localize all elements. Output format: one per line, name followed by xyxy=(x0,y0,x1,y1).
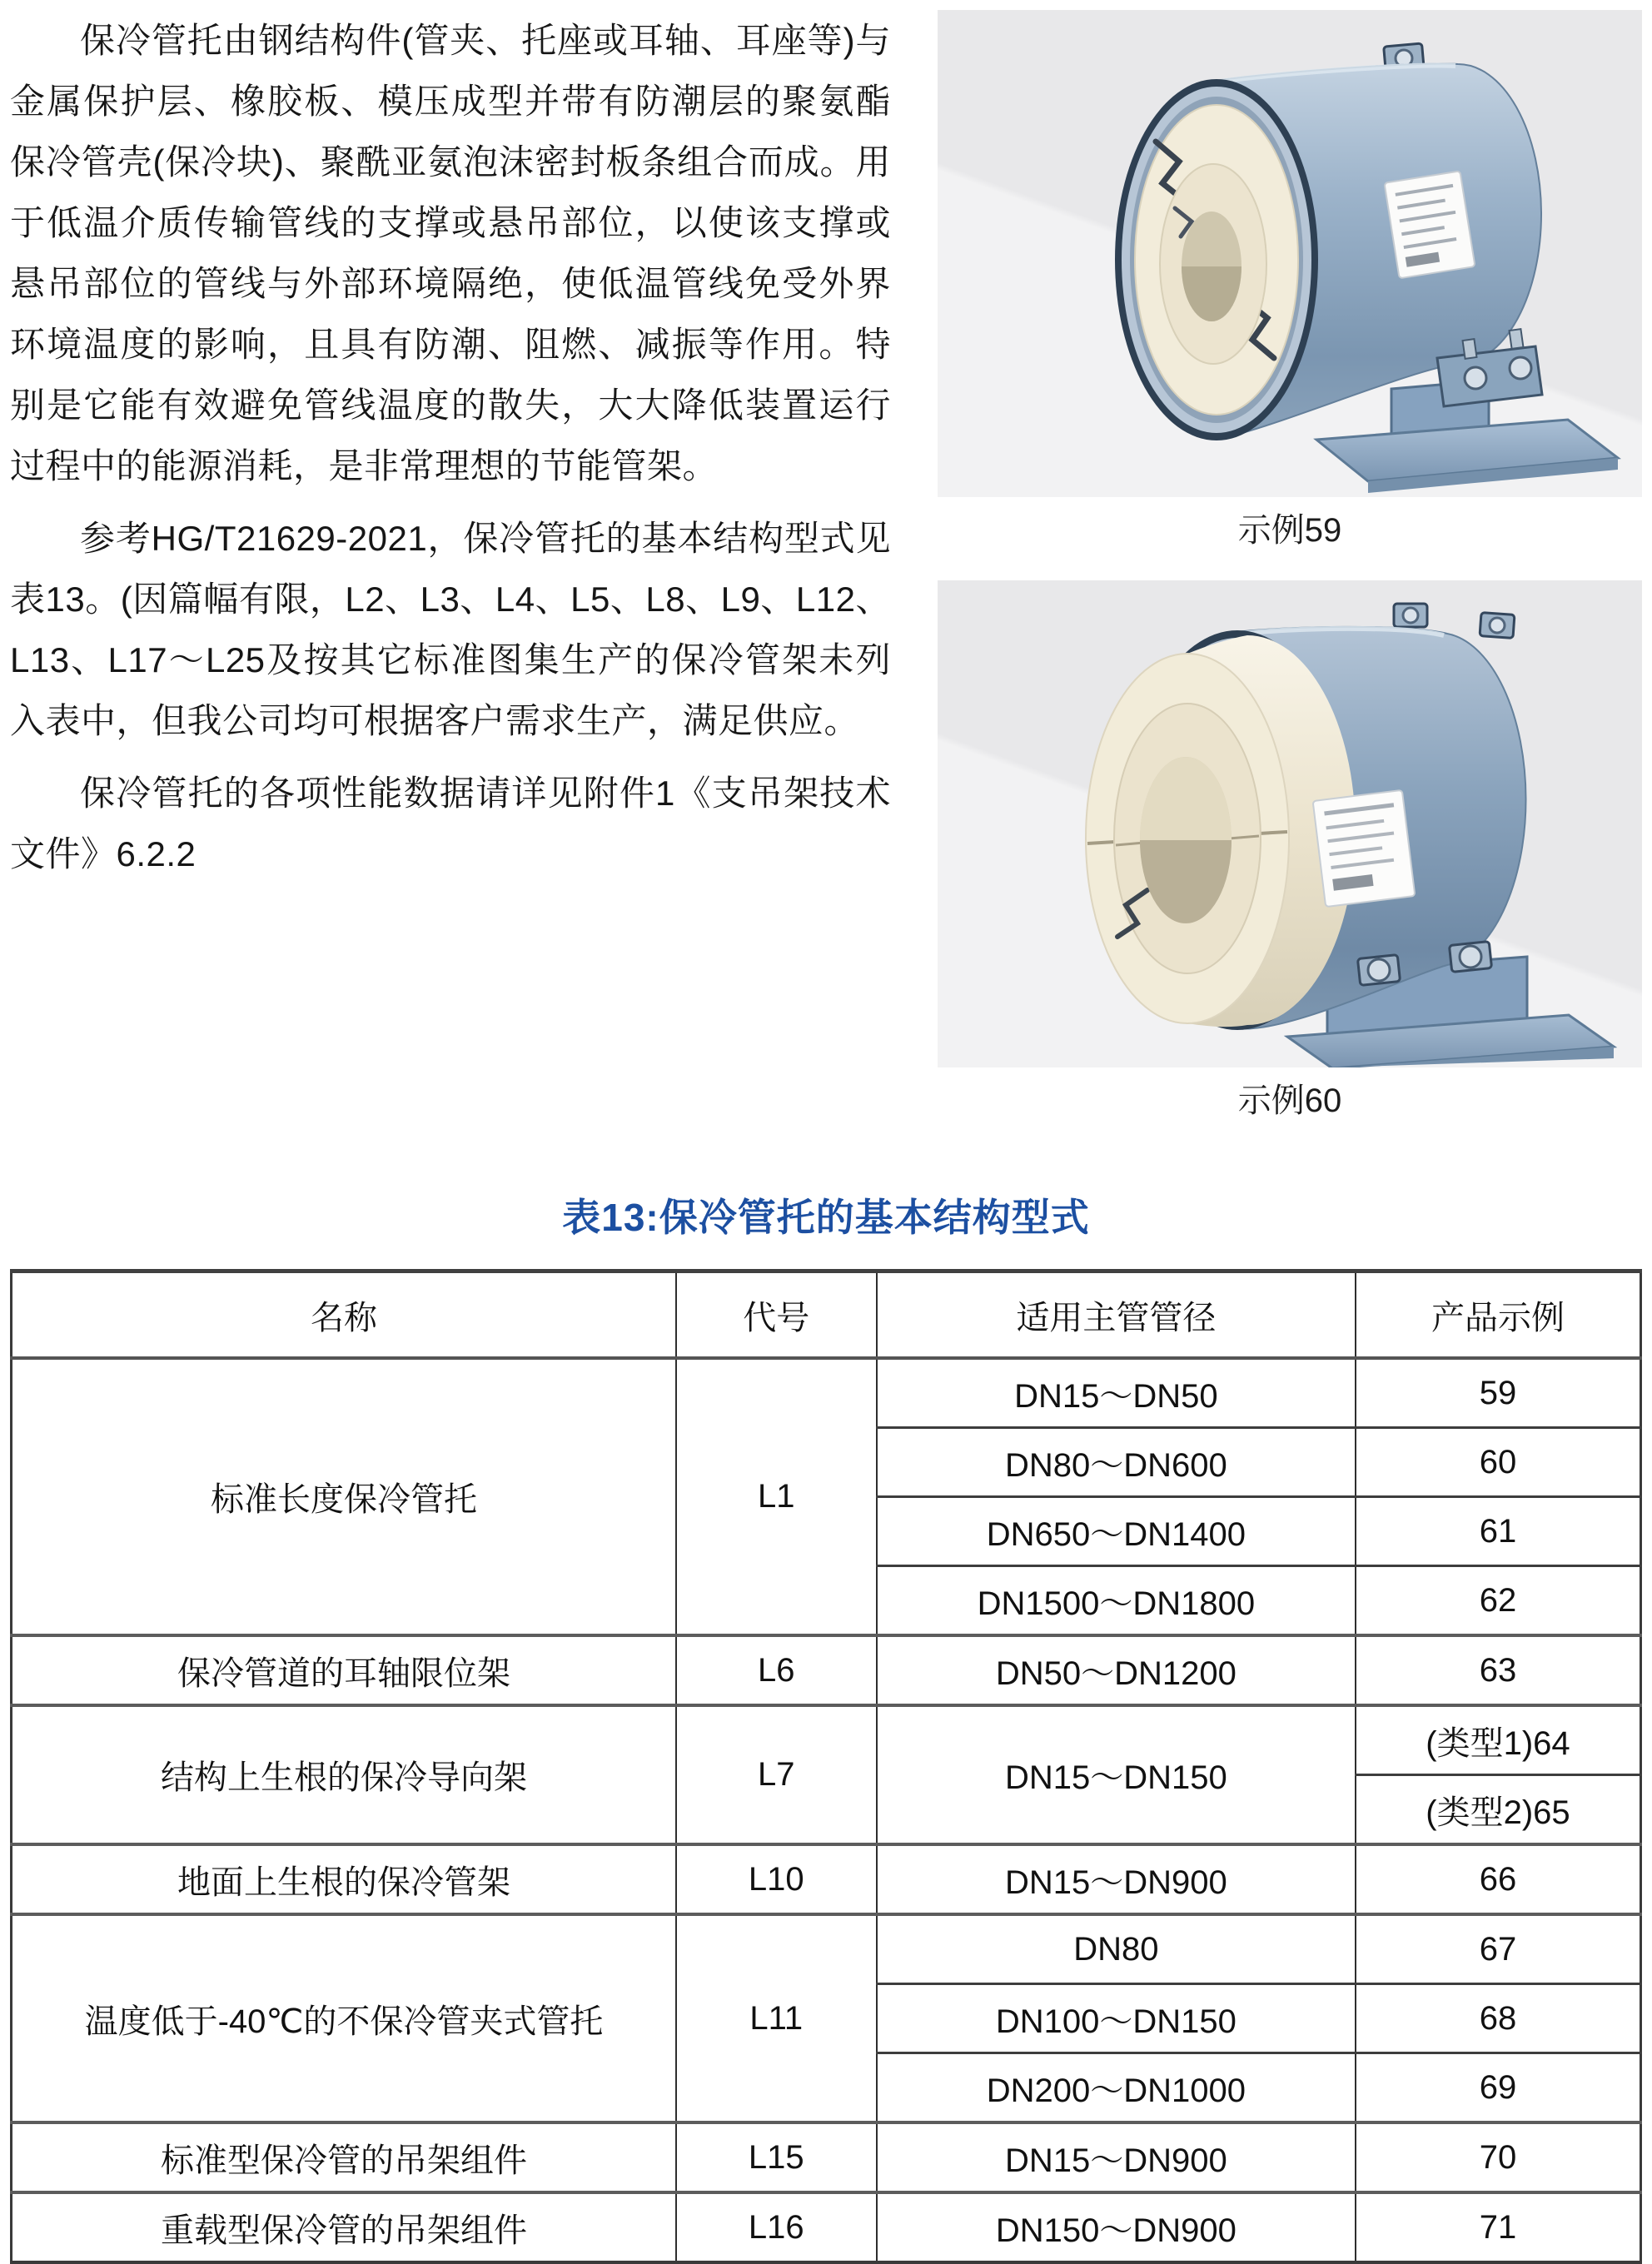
cell-code-l10: L10 xyxy=(676,1844,877,1914)
table-header-row xyxy=(12,1271,1641,1359)
spec-table xyxy=(10,1269,1642,2264)
header-name: 名称 xyxy=(12,1271,676,1359)
cell-code-l1: L1 xyxy=(676,1358,877,1635)
cell-dia: DN200～DN1000 xyxy=(877,2053,1356,2123)
cell-example: 71 xyxy=(1356,2192,1641,2262)
cell-dia: DN100～DN150 xyxy=(877,1984,1356,2053)
intro-paragraph-3: 保冷管托的各项性能数据请详见附件1《支吊架技术文件》6.2.2 xyxy=(10,774,891,873)
intro-paragraph-1: 保冷管托由钢结构件(管夹、托座或耳轴、耳座等)与金属保护层、橡胶板、模压成型并带有防潮层的聚氨酯保冷管壳(保冷块)、聚酰亚氨泡沫密封板条组合而成。用于低温介质传输管线的支撑或悬吊部位，以使该支撑或悬吊部位的管线与外部环境隔绝，使低温管线免受外界环境温度的影响，且具有防潮、阻燃、减振等作用。特别是它能有效避免管线温度的散失，大大降低装置运行过程中的能源消耗，是非常理想的节能管架。 xyxy=(10,21,891,485)
table-row xyxy=(12,1914,1641,1984)
cell-name-l6: 保冷管道的耳轴限位架 xyxy=(12,1635,676,1705)
product-label-sticker xyxy=(1313,790,1416,907)
cell-example: 69 xyxy=(1356,2053,1641,2123)
figure-column xyxy=(938,10,1642,1151)
table-row xyxy=(12,1358,1641,1428)
table-row xyxy=(12,1705,1641,1775)
intro-text-block xyxy=(10,10,891,896)
cell-name-l15: 标准型保冷管的吊架组件 xyxy=(12,2122,676,2192)
cell-dia: DN50～DN1200 xyxy=(877,1635,1356,1705)
cell-dia: DN15～DN900 xyxy=(877,1844,1356,1914)
cell-dia: DN15～DN900 xyxy=(877,2122,1356,2192)
pipe-support-illustration-60 xyxy=(938,580,1642,1067)
cell-example: 61 xyxy=(1356,1497,1641,1566)
cell-example: 68 xyxy=(1356,1984,1641,2053)
cell-dia: DN80 xyxy=(877,1914,1356,1984)
cell-dia: DN1500～DN1800 xyxy=(877,1566,1356,1636)
header-code: 代号 xyxy=(676,1271,877,1359)
cell-example: 70 xyxy=(1356,2122,1641,2192)
table-row xyxy=(12,1635,1641,1705)
table-title: 表13:保冷管托的基本结构型式 xyxy=(562,1196,1090,1239)
cell-example: (类型1)64 xyxy=(1356,1705,1641,1775)
figure-caption-59: 示例59 xyxy=(1237,512,1342,549)
cell-code-l16: L16 xyxy=(676,2192,877,2262)
figure-caption-60: 示例60 xyxy=(1237,1082,1342,1119)
cell-code-l6: L6 xyxy=(676,1635,877,1705)
cell-code-l15: L15 xyxy=(676,2122,877,2192)
example-59-photo xyxy=(938,10,1642,497)
figure-example-59 xyxy=(938,10,1642,552)
cell-name-l7: 结构上生根的保冷导向架 xyxy=(12,1705,676,1844)
table-row xyxy=(12,1844,1641,1914)
table-row xyxy=(12,2122,1641,2192)
header-example: 产品示例 xyxy=(1356,1271,1641,1359)
cell-code-l7: L7 xyxy=(676,1705,877,1844)
top-section xyxy=(10,10,1642,1151)
cell-example: 59 xyxy=(1356,1358,1641,1428)
figure-example-60 xyxy=(938,580,1642,1122)
cell-example: 62 xyxy=(1356,1566,1641,1636)
product-label-sticker xyxy=(1384,171,1475,278)
table-row xyxy=(12,2192,1641,2262)
cell-code-l11: L11 xyxy=(676,1914,877,2122)
intro-paragraph-2: 参考HG/T21629-2021，保冷管托的基本结构型式见表13。(因篇幅有限，L2、L3、L4、L5、L8、L9、L12、L13、L17～L25及按其它标准图集生产的保冷管架未列入表中，但我公司均可根据客户需求生产，满足供应。 xyxy=(10,519,891,740)
cell-name-l11: 温度低于-40℃的不保冷管夹式管托 xyxy=(12,1914,676,2122)
header-diameter: 适用主管管径 xyxy=(877,1271,1356,1359)
cell-name-l10: 地面上生根的保冷管架 xyxy=(12,1844,676,1914)
cell-example: 60 xyxy=(1356,1428,1641,1497)
example-60-photo xyxy=(938,580,1642,1067)
cell-name-l16: 重载型保冷管的吊架组件 xyxy=(12,2192,676,2262)
cell-dia: DN15～DN50 xyxy=(877,1358,1356,1428)
cell-dia: DN80～DN600 xyxy=(877,1428,1356,1497)
cell-dia: DN650～DN1400 xyxy=(877,1497,1356,1566)
cell-example: 66 xyxy=(1356,1844,1641,1914)
cell-dia: DN15～DN150 xyxy=(877,1705,1356,1844)
cell-dia: DN150～DN900 xyxy=(877,2192,1356,2262)
cell-example: 63 xyxy=(1356,1635,1641,1705)
pipe-support-illustration-59 xyxy=(938,10,1642,497)
cell-example: (类型2)65 xyxy=(1356,1775,1641,1845)
cell-name-l1: 标准长度保冷管托 xyxy=(12,1358,676,1635)
cell-example: 67 xyxy=(1356,1914,1641,1984)
